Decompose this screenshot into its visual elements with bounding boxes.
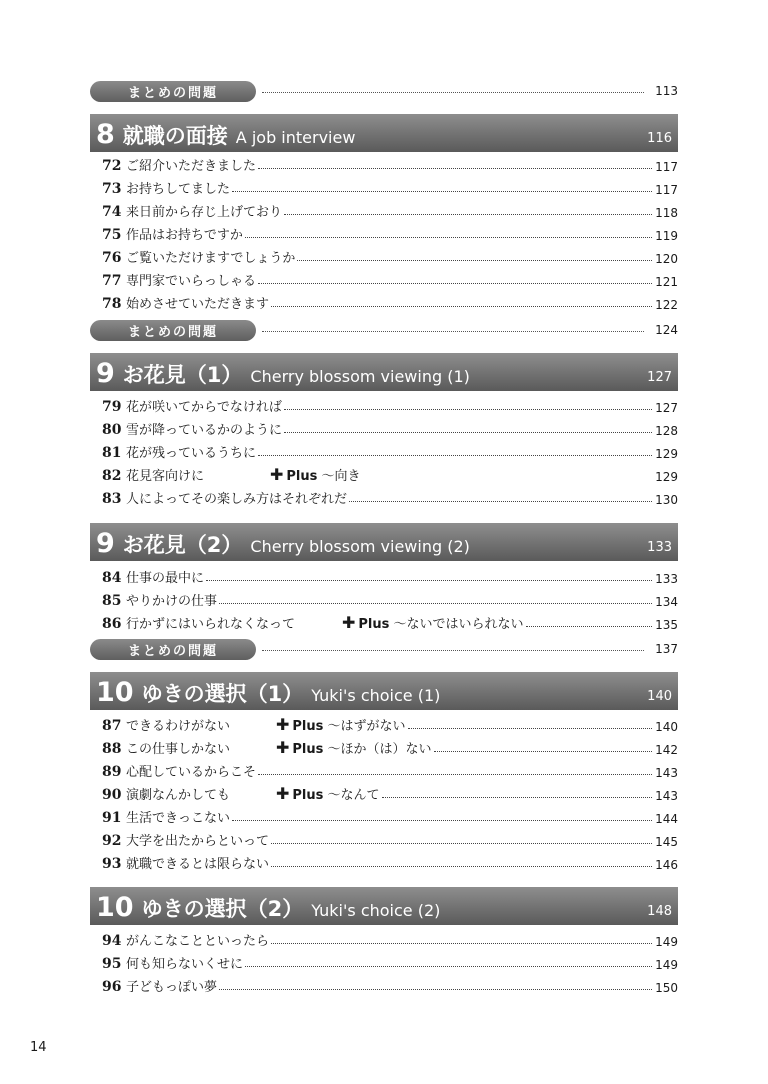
toc-entry[interactable] [102, 487, 678, 507]
entry-page: 121 [655, 275, 678, 289]
entry-number: 93 [102, 856, 122, 872]
entry-page: 129 [655, 470, 678, 484]
chapter-number: 9 [96, 358, 115, 389]
entry-page: 143 [655, 766, 678, 780]
entry-number: 96 [102, 979, 122, 995]
plus-note [276, 784, 380, 803]
entry-number: 94 [102, 933, 122, 949]
leader-dots [232, 191, 652, 192]
entry-page: 135 [655, 618, 678, 632]
entry-number: 79 [102, 399, 122, 415]
summary-row[interactable] [90, 638, 678, 660]
plus-pattern: ～はずがない [327, 719, 406, 734]
entry-page: 120 [655, 252, 678, 266]
toc-entry[interactable] [102, 783, 678, 803]
entry-page: 117 [655, 183, 678, 197]
entry-number: 87 [102, 718, 122, 734]
plus-cross-icon: ✚ [270, 465, 284, 484]
entry-number: 85 [102, 593, 122, 609]
plus-note [276, 738, 432, 757]
page-ref: 124 [655, 323, 678, 337]
entry-page: 144 [655, 812, 678, 826]
toc-entry[interactable] [102, 292, 678, 312]
entry-number: 92 [102, 833, 122, 849]
entry-title: 心配しているからこそ [126, 765, 257, 780]
toc-entry[interactable] [102, 612, 678, 632]
entry-title: 大学を出たからといって [126, 834, 270, 849]
entry-number: 72 [102, 158, 122, 174]
toc-entry[interactable] [102, 852, 678, 872]
leader-dots [258, 455, 652, 456]
leader-dots [271, 306, 652, 307]
toc-entry[interactable] [102, 269, 678, 289]
entry-title: 花が残っているうちに [126, 446, 257, 461]
entry-title: この仕事しかない [126, 742, 231, 757]
chapter-title-en: A job interview [235, 128, 356, 147]
entry-title: できるわけがない [126, 719, 231, 734]
entry-page: 128 [655, 424, 678, 438]
summary-label: まとめの問題 [90, 81, 256, 102]
leader-dots [284, 409, 652, 410]
entry-number: 81 [102, 445, 122, 461]
toc-entry[interactable] [102, 566, 678, 586]
entry-number: 90 [102, 787, 122, 803]
toc-entry[interactable] [102, 418, 678, 438]
toc-entry[interactable] [102, 806, 678, 826]
leader-dots [526, 626, 652, 627]
leader-dots [271, 943, 652, 944]
leader-dots [245, 966, 652, 967]
summary-label: まとめの問題 [90, 639, 256, 660]
entry-title: やりかけの仕事 [126, 594, 218, 609]
chapter-title-jp: お花見（1） [122, 363, 243, 387]
leader-dots [434, 751, 652, 752]
entry-title: 作品はお持ちですか [126, 228, 243, 243]
page-ref: 113 [655, 84, 678, 98]
chapter-header-9-2[interactable] [90, 523, 678, 561]
toc-entry[interactable] [102, 177, 678, 197]
entry-title: 生活できっこない [126, 811, 231, 826]
page-ref: 137 [655, 642, 678, 656]
toc-entry[interactable] [102, 200, 678, 220]
chapter-title-jp: ゆきの選択（1） [141, 682, 304, 706]
toc-entry[interactable] [102, 760, 678, 780]
leader-dots [219, 989, 652, 990]
plus-note [270, 465, 361, 484]
chapter-page: 140 [647, 689, 672, 704]
leader-dots [245, 237, 652, 238]
chapter-header-9-1[interactable] [90, 353, 678, 391]
entry-title: 子どもっぽい夢 [126, 980, 218, 995]
toc-entry[interactable] [102, 223, 678, 243]
leader-dots [271, 843, 652, 844]
chapter-header-10-2[interactable] [90, 887, 678, 925]
leader-dots [408, 728, 652, 729]
chapter-header-8[interactable] [90, 114, 678, 152]
entry-title: 演劇なんかしても [126, 788, 231, 803]
plus-cross-icon: ✚ [276, 715, 290, 734]
entry-title: 来日前から存じ上げており [126, 205, 283, 220]
chapter-title-en: Cherry blossom viewing (2) [250, 537, 470, 556]
entry-title: ご覧いただけますでしょうか [126, 251, 296, 266]
chapter-page: 148 [647, 904, 672, 919]
chapter-page: 116 [647, 131, 672, 146]
entry-number: 77 [102, 273, 122, 289]
entry-title: 就職できるとは限らない [126, 857, 270, 872]
plus-pattern: ～なんて [327, 788, 380, 803]
entry-number: 82 [102, 468, 122, 484]
chapter-title-jp: ゆきの選択（2） [141, 897, 304, 921]
leader-dots [258, 168, 652, 169]
entry-title: お持ちしてました [126, 182, 231, 197]
summary-label: まとめの問題 [90, 320, 256, 341]
toc-entry[interactable] [102, 952, 678, 972]
entry-page: 133 [655, 572, 678, 586]
entry-title: 仕事の最中に [126, 571, 205, 586]
toc-entry[interactable] [102, 589, 678, 609]
toc-entry[interactable] [102, 737, 678, 757]
plus-cross-icon: ✚ [276, 784, 290, 803]
chapter-title-en: Yuki's choice (2) [311, 901, 441, 920]
toc-entry[interactable] [102, 441, 678, 461]
toc-entry[interactable] [102, 246, 678, 266]
plus-note [276, 715, 406, 734]
entry-number: 78 [102, 296, 122, 312]
plus-label: Plus [292, 719, 324, 734]
chapter-title-jp: 就職の面接 [122, 124, 228, 148]
leader-dots [271, 866, 652, 867]
toc-entry[interactable] [102, 714, 678, 734]
entry-title: 専門家でいらっしゃる [126, 274, 257, 289]
entry-title: がんこなことといったら [126, 934, 270, 949]
leader-dots [258, 774, 652, 775]
entry-page: 129 [655, 447, 678, 461]
leader-dots [258, 283, 652, 284]
leader-dots [284, 214, 652, 215]
chapter-title-en: Yuki's choice (1) [311, 686, 441, 705]
chapter-title-en: Cherry blossom viewing (1) [250, 367, 470, 386]
plus-label: Plus [358, 617, 390, 632]
page-number: 14 [30, 1040, 47, 1055]
entry-title: 雪が降っているかのように [126, 423, 283, 438]
chapter-number: 8 [96, 119, 115, 150]
entry-page: 130 [655, 493, 678, 507]
entry-title: 行かずにはいられなくなって [126, 617, 296, 632]
chapter-header-10-1[interactable] [90, 672, 678, 710]
leader-dots [232, 820, 652, 821]
entry-page: 134 [655, 595, 678, 609]
entry-page: 149 [655, 935, 678, 949]
entry-page: 145 [655, 835, 678, 849]
summary-row[interactable] [90, 80, 678, 102]
entry-page: 142 [655, 743, 678, 757]
entry-number: 75 [102, 227, 122, 243]
entry-title: 始めさせていただきます [126, 297, 270, 312]
leader-dots [262, 92, 644, 93]
summary-row[interactable] [90, 319, 678, 341]
leader-dots [262, 331, 644, 332]
entry-number: 80 [102, 422, 122, 438]
chapter-number: 9 [96, 528, 115, 559]
entry-page: 143 [655, 789, 678, 803]
entry-number: 86 [102, 616, 122, 632]
plus-note [342, 613, 524, 632]
chapter-page: 127 [647, 370, 672, 385]
entry-page: 117 [655, 160, 678, 174]
entry-title: 人によってその楽しみ方はそれぞれだ [126, 492, 348, 507]
entry-page: 127 [655, 401, 678, 415]
plus-cross-icon: ✚ [276, 738, 290, 757]
plus-pattern: ～ほか（は）ない [327, 742, 432, 757]
plus-cross-icon: ✚ [342, 613, 356, 632]
entry-number: 83 [102, 491, 122, 507]
entry-number: 88 [102, 741, 122, 757]
chapter-page: 133 [647, 540, 672, 555]
entry-title: ご紹介いただきました [126, 159, 257, 174]
leader-dots [262, 650, 644, 651]
plus-label: Plus [292, 788, 324, 803]
leader-dots [219, 603, 652, 604]
entry-page: 140 [655, 720, 678, 734]
leader-dots [297, 260, 652, 261]
entry-title: 花見客向けに [126, 469, 205, 484]
toc-entry[interactable] [102, 154, 678, 174]
leader-dots [349, 501, 652, 502]
entry-page: 118 [655, 206, 678, 220]
toc-entry[interactable] [102, 395, 678, 415]
plus-pattern: ～ないではいられない [393, 617, 524, 632]
entry-number: 73 [102, 181, 122, 197]
chapter-number: 10 [96, 892, 134, 923]
toc-entry[interactable] [102, 464, 678, 484]
entry-number: 89 [102, 764, 122, 780]
entry-number: 91 [102, 810, 122, 826]
entry-number: 76 [102, 250, 122, 266]
plus-label: Plus [286, 469, 318, 484]
entry-page: 146 [655, 858, 678, 872]
entry-number: 74 [102, 204, 122, 220]
entry-title: 花が咲いてからでなければ [126, 400, 282, 415]
leader-dots [206, 580, 652, 581]
entry-page: 122 [655, 298, 678, 312]
toc-entry[interactable] [102, 975, 678, 995]
plus-pattern: ～向き [321, 469, 361, 484]
leader-dots [382, 797, 652, 798]
entry-page: 149 [655, 958, 678, 972]
entry-number: 84 [102, 570, 122, 586]
toc-entry[interactable] [102, 929, 678, 949]
toc-entry[interactable] [102, 829, 678, 849]
entry-page: 119 [655, 229, 678, 243]
entry-page: 150 [655, 981, 678, 995]
chapter-title-jp: お花見（2） [122, 533, 243, 557]
leader-dots [284, 432, 652, 433]
entry-number: 95 [102, 956, 122, 972]
entry-title: 何も知らないくせに [126, 957, 244, 972]
chapter-number: 10 [96, 677, 134, 708]
plus-label: Plus [292, 742, 324, 757]
